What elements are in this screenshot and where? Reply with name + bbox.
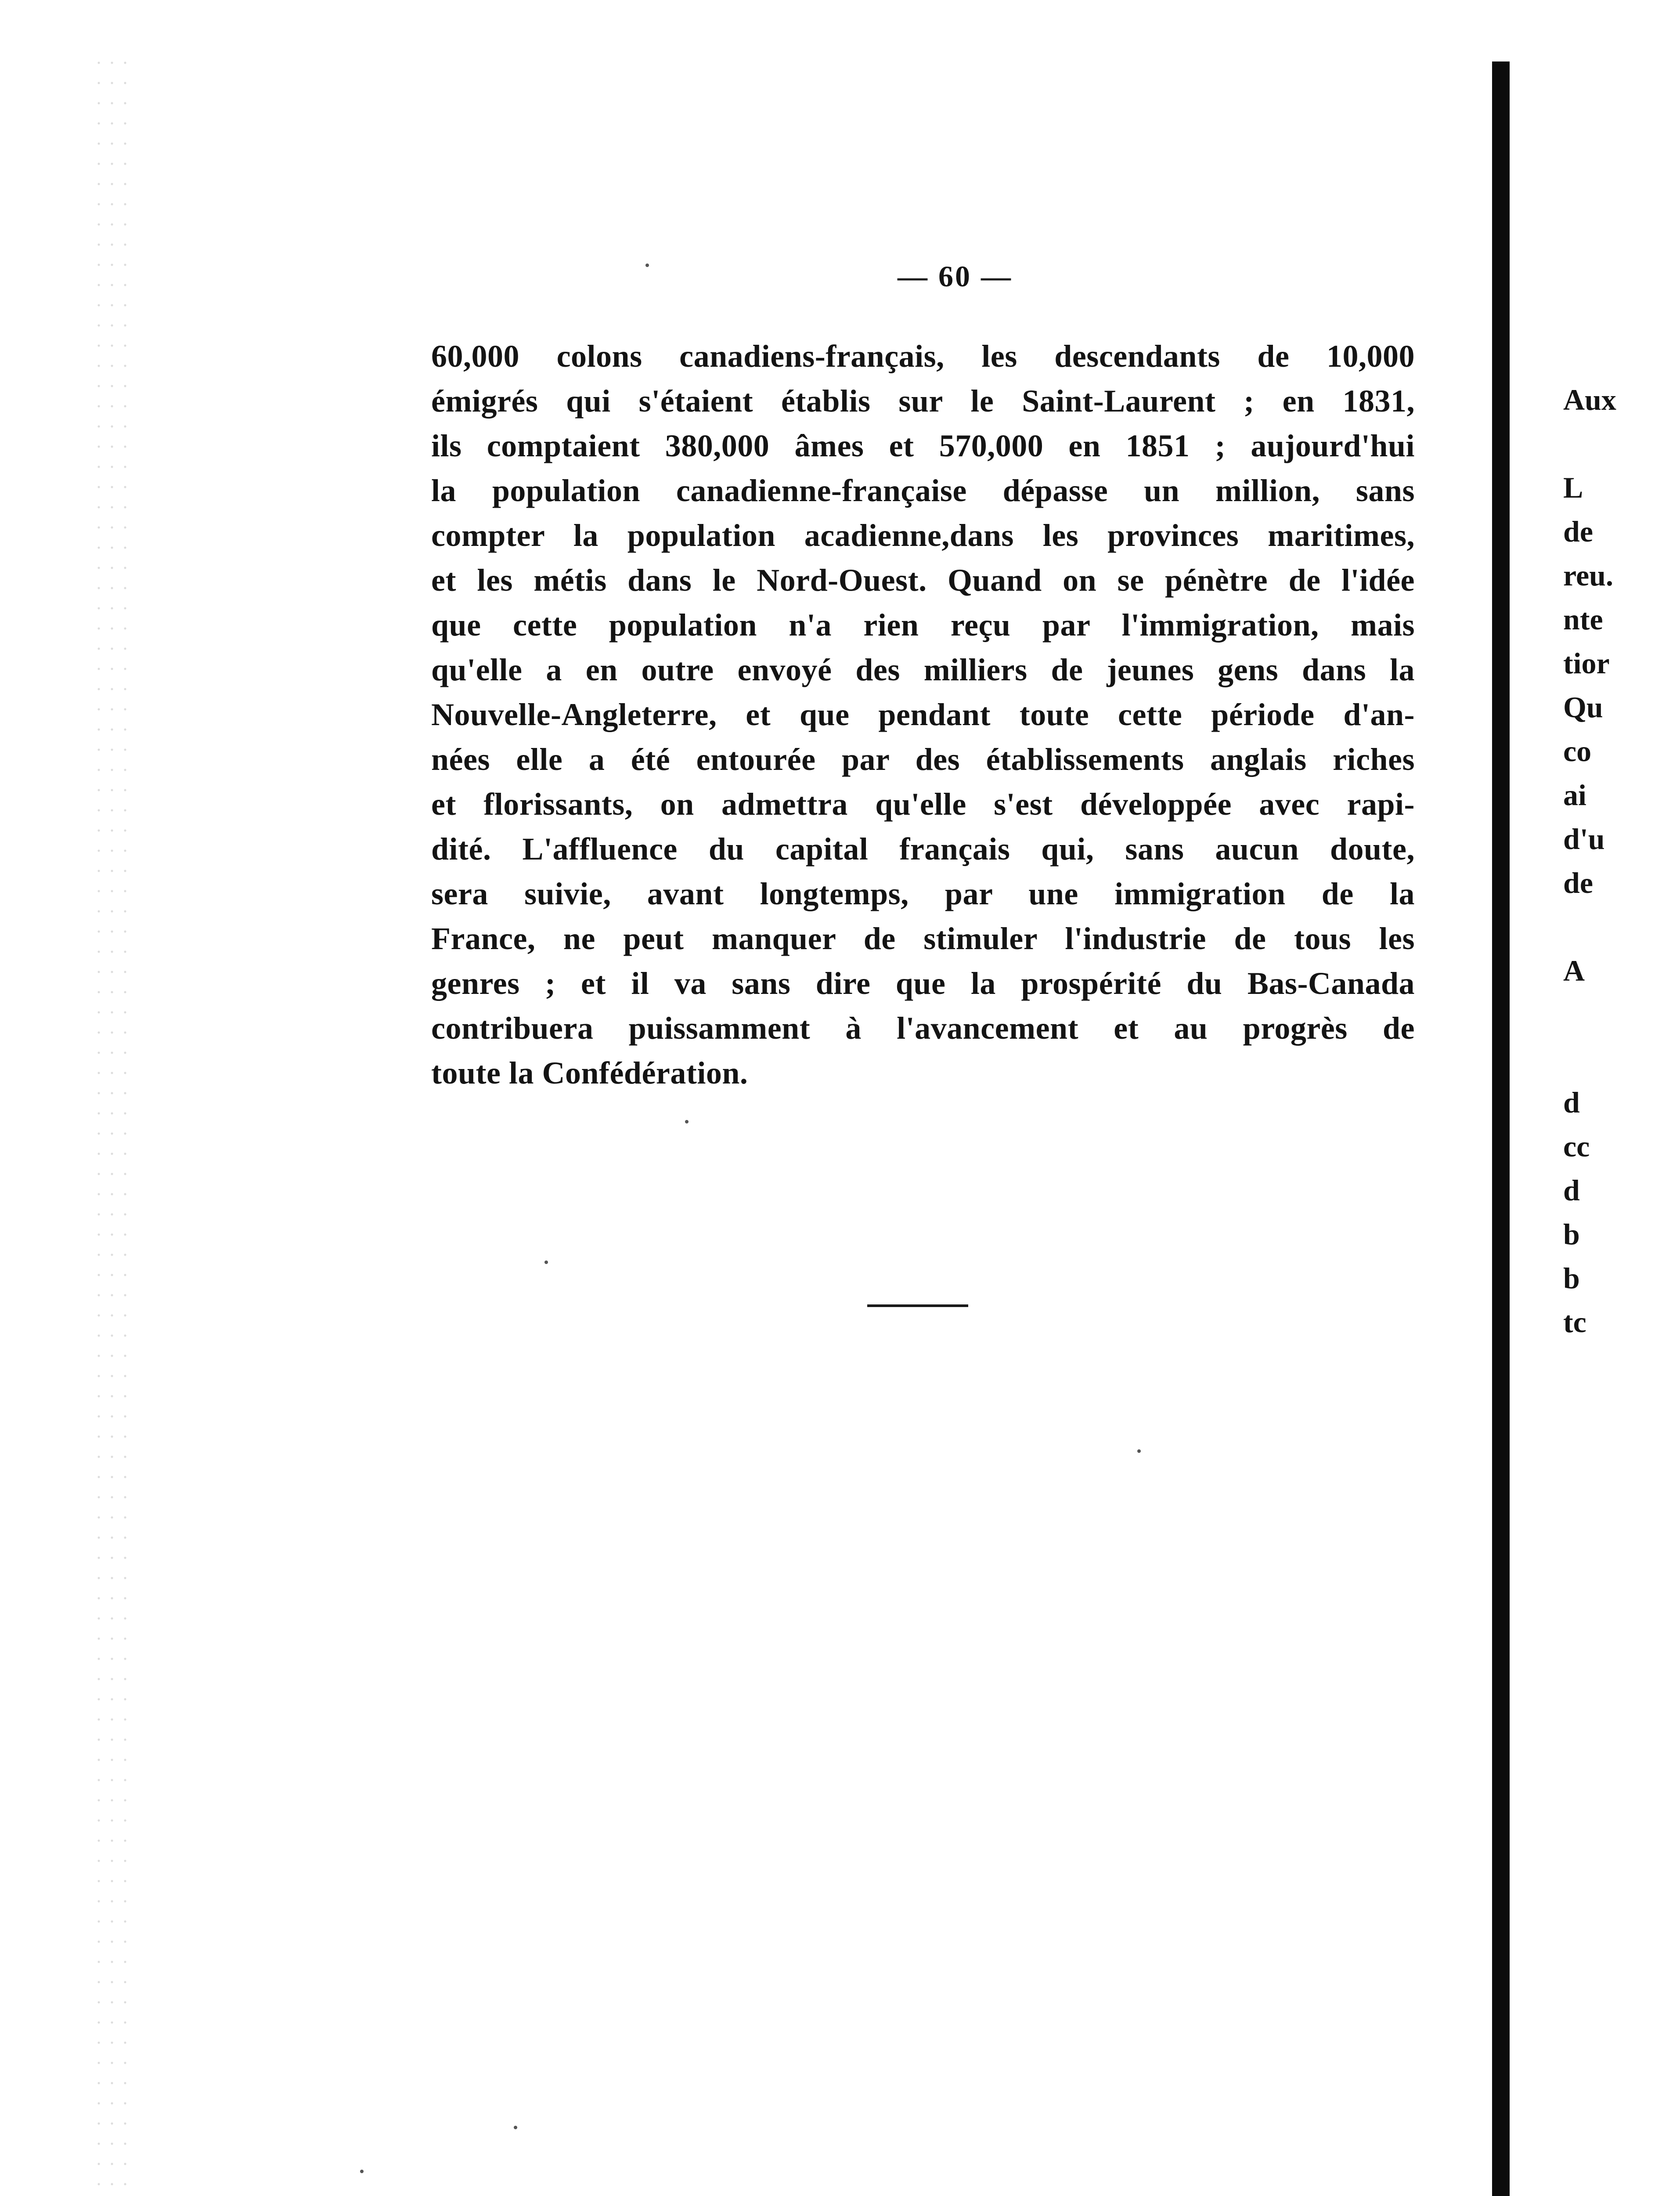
- facing-fragment: b: [1563, 1217, 1580, 1251]
- facing-fragment: cc: [1563, 1130, 1590, 1163]
- facing-fragment: Aux: [1563, 383, 1616, 416]
- facing-fragment: d: [1563, 1174, 1580, 1207]
- facing-gap: [1563, 905, 1680, 949]
- facing-fragment: Qu: [1563, 690, 1603, 724]
- facing-gap: [1563, 1037, 1680, 1080]
- scan-noise-edge: [92, 53, 132, 2196]
- scan-speck: [514, 2126, 517, 2129]
- text-line: dité. L'affluence du capital français qui, sans aucun doute,: [431, 831, 1415, 867]
- text-line: et les métis dans le Nord-Ouest. Quand on se pénètre de l'idée: [431, 563, 1415, 598]
- text-line: Nouvelle-Angleterre, et que pendant toute cette période d'an-: [431, 697, 1415, 732]
- text-line: genres ; et il va sans dire que la prospérité du Bas-Canada: [431, 966, 1415, 1001]
- section-divider-rule: [867, 1304, 968, 1307]
- facing-gap: [1563, 993, 1680, 1037]
- text-line: compter la population acadienne,dans les provinces maritimes,: [431, 518, 1415, 553]
- book-gutter-shadow: [1492, 61, 1510, 2196]
- facing-fragment: d'u: [1563, 822, 1605, 856]
- text-line: sera suivie, avant longtemps, par une immigration de la: [431, 876, 1415, 911]
- scan-speck: [645, 264, 649, 267]
- facing-fragment: tc: [1563, 1305, 1586, 1339]
- facing-fragment: co: [1563, 734, 1592, 768]
- text-line: contribuera puissamment à l'avancement et au progrès de: [431, 1011, 1415, 1046]
- text-line-last: toute la Confédération.: [431, 1055, 748, 1091]
- text-line: que cette population n'a rien reçu par l'immigration, mais: [431, 607, 1415, 643]
- scan-speck: [544, 1261, 548, 1264]
- scan-speck: [1137, 1449, 1141, 1453]
- facing-fragment: d: [1563, 1086, 1580, 1119]
- facing-fragment: A: [1563, 954, 1585, 987]
- text-line: 60,000 colons canadiens-français, les descendants de 10,000: [431, 339, 1415, 374]
- text-line: France, ne peut manquer de stimuler l'industrie de tous les: [431, 921, 1415, 956]
- facing-fragment: L: [1563, 471, 1583, 504]
- text-line: qu'elle a en outre envoyé des milliers de jeunes gens dans la: [431, 652, 1415, 687]
- body-paragraph: [431, 334, 1415, 1095]
- facing-gap: [1563, 422, 1680, 466]
- facing-fragment: reu.: [1563, 559, 1613, 592]
- text-line: et florissants, on admettra qu'elle s'est développée avec rapi-: [431, 787, 1415, 822]
- facing-fragment: nte: [1563, 603, 1603, 636]
- text-line: émigrés qui s'étaient établis sur le Saint-Laurent ; en 1831,: [431, 383, 1415, 419]
- facing-fragment: de: [1563, 515, 1593, 548]
- facing-fragment: b: [1563, 1261, 1580, 1295]
- facing-page-fragments: [1563, 378, 1680, 1344]
- facing-fragment: ai: [1563, 778, 1586, 812]
- text-line: nées elle a été entourée par des établissements anglais riches: [431, 742, 1415, 777]
- scan-speck: [360, 2170, 364, 2173]
- facing-fragment: tior: [1563, 647, 1610, 680]
- scan-speck: [685, 1120, 689, 1123]
- facing-fragment: de: [1563, 866, 1593, 899]
- page-number: — 60 —: [898, 260, 1013, 293]
- text-line: la population canadienne-française dépasse un million, sans: [431, 473, 1415, 508]
- text-line: ils comptaient 380,000 âmes et 570,000 en 1851 ; aujourd'hui: [431, 428, 1415, 463]
